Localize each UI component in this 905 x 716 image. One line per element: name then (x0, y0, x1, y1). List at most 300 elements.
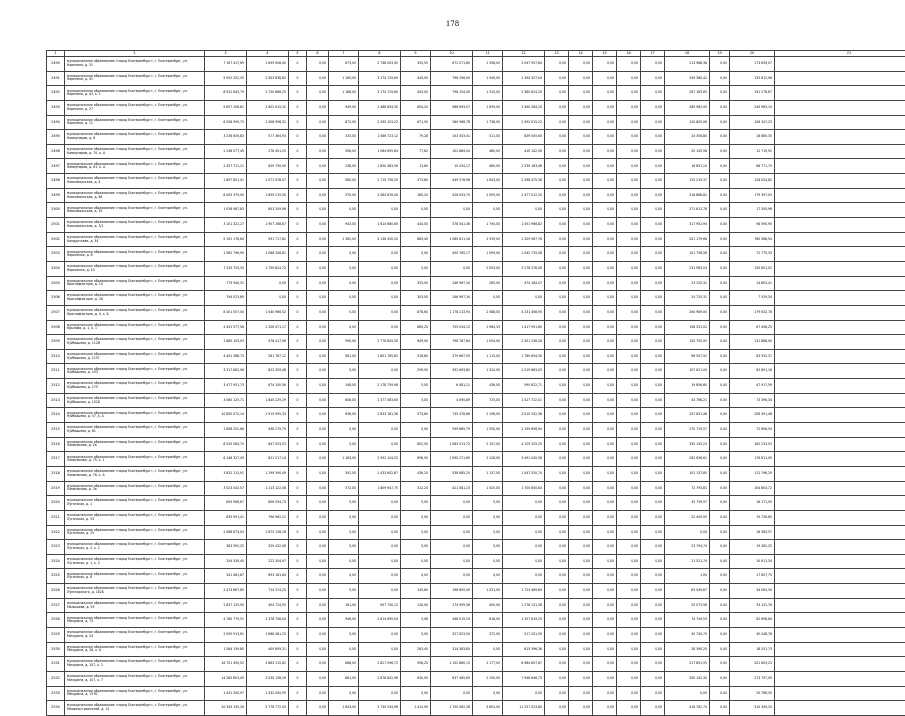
table-row (47, 408, 905, 423)
value-cell: 0,00 (401, 569, 431, 584)
value-cell: 438 279,70 (247, 423, 289, 438)
value-cell: 278 451,25 (247, 144, 289, 159)
address-cell: муниципальное образование «город Екатеринбург», г. Екатеринбург, ул. Луганская, д. 1, к. 2 (65, 554, 205, 569)
value-cell: 474 184,47 (503, 276, 545, 291)
value-cell: 40 745,75 (665, 627, 710, 642)
value-cell: 1 643,00 (473, 174, 503, 189)
value-cell: 7 948 846,73 (503, 671, 545, 686)
value-cell: 4 090,89 (431, 393, 473, 408)
value-cell: 335 143,23 (665, 437, 710, 452)
value-cell: 2 394 327,04 (503, 71, 545, 86)
value-cell: 0,00 (593, 554, 617, 569)
value-cell: 0,00 (545, 496, 569, 511)
value-cell: 0,00 (641, 100, 665, 115)
value-cell: 101 756,58 (665, 247, 710, 262)
value-cell: 0,00 (569, 86, 593, 101)
value-cell: 329 432,06 (247, 540, 289, 555)
value-cell: 861,00 (329, 671, 359, 686)
empty-cell (775, 466, 905, 481)
row-number: 2524 (47, 554, 65, 569)
column-number: 10 (431, 51, 473, 57)
row-number: 2514 (47, 408, 65, 423)
column-number: 20 (730, 51, 775, 57)
value-cell: 0,00 (641, 232, 665, 247)
column-number: 18 (665, 51, 710, 57)
value-cell: 0,00 (641, 335, 665, 350)
value-cell: 1 378 708,04 (247, 613, 289, 628)
value-cell: 878,60 (401, 305, 431, 320)
value-cell: 98 507,92 (665, 349, 710, 364)
value-cell: 1 412,90 (401, 701, 431, 716)
address-cell: муниципальное образование «город Екатеринбург», г. Екатеринбург, ул. Куйбышева, д. 112В (65, 335, 205, 350)
value-cell: 77,62 (401, 144, 431, 159)
value-cell: 0 (289, 525, 307, 540)
value-cell: 263,40 (401, 642, 431, 657)
column-number: 21 (775, 51, 905, 57)
value-cell: 174 959,36 (431, 598, 473, 613)
value-cell: 0,00 (710, 232, 730, 247)
value-cell: 0,00 (569, 188, 593, 203)
value-cell: 0,00 (710, 276, 730, 291)
value-cell: 0,00 (359, 569, 401, 584)
value-cell: 0,00 (641, 305, 665, 320)
value-cell: 280 968,78 (431, 115, 473, 130)
value-cell: 0,00 (593, 393, 617, 408)
value-cell: 0,00 (569, 203, 593, 218)
value-cell: 1 510,00 (473, 86, 503, 101)
value-cell: 246 967,34 (431, 276, 473, 291)
value-cell: 0,00 (401, 496, 431, 511)
value-cell: 0 (289, 627, 307, 642)
value-cell: 0,00 (641, 510, 665, 525)
row-number: 2493 (47, 100, 65, 115)
value-cell: 0,00 (545, 598, 569, 613)
value-cell: 604,20 (401, 100, 431, 115)
value-cell: 0,00 (710, 364, 730, 379)
table-row (47, 305, 905, 320)
value-cell: 0,00 (329, 540, 359, 555)
value-cell: 0,00 (359, 305, 401, 320)
value-cell: 0 (289, 466, 307, 481)
value-cell: 17 857,75 (730, 569, 775, 584)
column-number: 11 (473, 51, 503, 57)
value-cell: 0,00 (545, 305, 569, 320)
value-cell: 0,00 (710, 613, 730, 628)
value-cell: 0,00 (569, 686, 593, 701)
value-cell: 0,00 (545, 115, 569, 130)
value-cell: 1 540,00 (473, 71, 503, 86)
value-cell: 1 668 481,25 (247, 627, 289, 642)
value-cell: 0,00 (307, 291, 329, 306)
address-cell: муниципальное образование «город Екатеринбург», г. Екатеринбург, ул. Ломоносова, д. 78, к. А (65, 466, 205, 481)
register-table (46, 50, 905, 716)
value-cell: 0,00 (641, 627, 665, 642)
value-cell: 1 964,33 (473, 320, 503, 335)
empty-cell (775, 657, 905, 672)
value-cell: 0,00 (593, 525, 617, 540)
value-cell: 803 209,96 (247, 203, 289, 218)
value-cell: 0,00 (710, 71, 730, 86)
value-cell: 1 042 735,58 (503, 247, 545, 262)
value-cell: 1 040 966,52 (247, 305, 289, 320)
value-cell: 0,00 (569, 115, 593, 130)
value-cell: 0,00 (641, 261, 665, 276)
value-cell: 0,00 (569, 613, 593, 628)
value-cell: 591 717,82 (247, 232, 289, 247)
value-cell: 0,00 (329, 569, 359, 584)
value-cell: 0,00 (545, 584, 569, 599)
value-cell: 0,00 (569, 510, 593, 525)
value-cell: 0 (289, 481, 307, 496)
value-cell: 317 952,94 (665, 218, 710, 233)
value-cell: 0,00 (641, 379, 665, 394)
empty-cell (775, 115, 905, 130)
value-cell: 636,00 (329, 408, 359, 423)
value-cell: 2 827 096,72 (359, 657, 401, 672)
value-cell: 128 024,82 (730, 174, 775, 189)
value-cell: 0,00 (593, 320, 617, 335)
value-cell: 0,00 (617, 627, 641, 642)
value-cell: 0,00 (617, 261, 641, 276)
column-number: 15 (593, 51, 617, 57)
value-cell: 0,00 (569, 320, 593, 335)
value-cell: 0 (289, 115, 307, 130)
value-cell: 0,00 (710, 510, 730, 525)
address-cell: муниципальное образование «город Екатеринбург», г. Екатеринбург, ул. Луганская, д. 2, к. 1 (65, 540, 205, 555)
value-cell: 148,00 (329, 379, 359, 394)
value-cell: 0,00 (710, 130, 730, 145)
value-cell: 0,00 (593, 130, 617, 145)
value-cell: 303,00 (401, 291, 431, 306)
value-cell: 449 578,96 (431, 174, 473, 189)
address-cell: муниципальное образование «город Екатеринбург», г. Екатеринбург, ул. Луганская, д. 53 (65, 510, 205, 525)
value-cell: 0,00 (431, 554, 473, 569)
value-cell: 0,00 (545, 379, 569, 394)
value-cell: 0,00 (545, 232, 569, 247)
value-cell: 0,00 (710, 100, 730, 115)
column-number: 12 (503, 51, 545, 57)
value-cell: 0,00 (545, 452, 569, 467)
value-cell: 839 005,60 (503, 130, 545, 145)
value-cell: 0,00 (359, 203, 401, 218)
row-number: 2515 (47, 423, 65, 438)
column-number: 1 (47, 51, 65, 57)
value-cell: 2 377 563,60 (359, 393, 401, 408)
value-cell: 267 183,65 (665, 86, 710, 101)
value-cell: 0,00 (617, 671, 641, 686)
value-cell: 0,00 (569, 100, 593, 115)
value-cell: 0,00 (545, 291, 569, 306)
address-cell: муниципальное образование «город Екатеринбург», г. Екатеринбург, ул. Машиностроителей, д. 12 (65, 701, 205, 716)
value-cell: 846,00 (329, 393, 359, 408)
column-number: 7 (329, 51, 359, 57)
value-cell: 0,00 (307, 466, 329, 481)
address-cell: муниципальное образование «город Екатеринбург», г. Екатеринбург, ул. Луначарского, д. 182Б (65, 584, 205, 599)
table-row (47, 130, 905, 145)
value-cell: 0,00 (307, 671, 329, 686)
value-cell: 312,20 (401, 481, 431, 496)
row-number: 2534 (47, 701, 65, 716)
value-cell: 0,00 (641, 569, 665, 584)
value-cell: 5 778 772,43 (247, 701, 289, 716)
value-cell: 0,00 (431, 525, 473, 540)
value-cell: 0,00 (710, 261, 730, 276)
value-cell: 0,00 (617, 393, 641, 408)
address-cell: муниципальное образование «город Екатеринбург», г. Екатеринбург, ул. Куйбышева, д. 61 (65, 423, 205, 438)
value-cell: 0,00 (503, 686, 545, 701)
value-cell: 1 068 206,61 (247, 247, 289, 262)
value-cell: 341 481,87 (205, 569, 247, 584)
value-cell: 873,00 (329, 57, 359, 72)
row-number: 2502 (47, 232, 65, 247)
value-cell: 0,00 (593, 481, 617, 496)
value-cell: 1 907 268,87 (247, 218, 289, 233)
value-cell: 823 359,48 (247, 364, 289, 379)
value-cell: 0,00 (359, 554, 401, 569)
value-cell: 835 091,41 (205, 510, 247, 525)
value-cell: 0,00 (545, 335, 569, 350)
empty-cell (775, 232, 905, 247)
value-cell: 0,00 (641, 203, 665, 218)
value-cell: 0,00 (545, 671, 569, 686)
value-cell: 2 474 867,85 (205, 584, 247, 599)
value-cell: 1 358,00 (473, 57, 503, 72)
value-cell: 0 (289, 86, 307, 101)
value-cell: 796 296,00 (431, 71, 473, 86)
value-cell: 0,00 (593, 364, 617, 379)
value-cell: 0,00 (641, 71, 665, 86)
value-cell: 0,00 (307, 525, 329, 540)
address-cell: муниципальное образование «город Екатеринбург», г. Екатеринбург, ул. Краснофлотцев, д. 28 (65, 291, 205, 306)
value-cell: 0,00 (641, 174, 665, 189)
value-cell: 0,00 (329, 686, 359, 701)
value-cell: 0,00 (710, 671, 730, 686)
empty-cell (775, 218, 905, 233)
value-cell: 0,00 (617, 130, 641, 145)
column-number: 8 (359, 51, 401, 57)
value-cell: 981,00 (329, 349, 359, 364)
value-cell: 0,00 (593, 276, 617, 291)
value-cell: 173 639,07 (730, 57, 775, 72)
value-cell: 0,00 (617, 379, 641, 394)
value-cell: 0,00 (641, 481, 665, 496)
value-cell: 16 701 490,52 (205, 657, 247, 672)
empty-cell (775, 71, 905, 86)
value-cell: 0,00 (401, 525, 431, 540)
value-cell: 0,00 (569, 525, 593, 540)
value-cell: 0,00 (545, 613, 569, 628)
value-cell: 0,00 (307, 57, 329, 72)
value-cell: 0,00 (569, 584, 593, 599)
value-cell: 82 698,84 (730, 613, 775, 628)
address-cell: муниципальное образование «город Екатеринбург», г. Екатеринбург, ул. Куйбышева, д. 103 (65, 364, 205, 379)
value-cell: 0,00 (593, 349, 617, 364)
value-cell: 6 984 807,87 (503, 657, 545, 672)
value-cell: 0,00 (307, 86, 329, 101)
value-cell: 0,00 (593, 613, 617, 628)
value-cell: 775 940,31 (205, 276, 247, 291)
table-row (47, 379, 905, 394)
table-row (47, 335, 905, 350)
address-cell: муниципальное образование «город Екатеринбург», г. Екатеринбург, ул. Корепина, д. 41 (65, 71, 205, 86)
value-cell: 0,00 (545, 247, 569, 262)
value-cell: 0,00 (569, 276, 593, 291)
value-cell: 0,00 (593, 452, 617, 467)
value-cell: 0,00 (617, 349, 641, 364)
value-cell: 511,00 (473, 130, 503, 145)
value-cell: 0,00 (593, 115, 617, 130)
value-cell: 0 (289, 364, 307, 379)
value-cell: 0,00 (617, 218, 641, 233)
value-cell: 2 177,00 (473, 657, 503, 672)
value-cell: 318 868,62 (665, 188, 710, 203)
value-cell: 0,00 (641, 671, 665, 686)
value-cell: 3 060 125,71 (205, 393, 247, 408)
address-cell: муниципальное образование «город Екатеринбург», г. Екатеринбург, ул. Коммунаров, д. 8 (65, 130, 205, 145)
value-cell: 517 201,39 (503, 627, 545, 642)
value-cell: 0,00 (593, 100, 617, 115)
table-row (47, 218, 905, 233)
value-cell: 0,00 (617, 642, 641, 657)
value-cell: 943,00 (329, 218, 359, 233)
value-cell: 0,00 (593, 496, 617, 511)
value-cell: 0,00 (569, 627, 593, 642)
value-cell: 0,00 (617, 305, 641, 320)
row-number: 2512 (47, 379, 65, 394)
value-cell: 0,00 (545, 174, 569, 189)
address-cell: муниципальное образование «город Екатеринбург», г. Екатеринбург, ул. Короленко, д. 10 (65, 261, 205, 276)
value-cell: 526 053,70 (431, 188, 473, 203)
value-cell: 618,00 (473, 613, 503, 628)
value-cell: 0,00 (710, 452, 730, 467)
value-cell: 19 382,25 (730, 540, 775, 555)
value-cell: 0,00 (569, 701, 593, 716)
value-cell: 72 793,81 (665, 481, 710, 496)
value-cell: 0,00 (641, 701, 665, 716)
value-cell: 0 (289, 276, 307, 291)
value-cell: 1 213 122,08 (247, 481, 289, 496)
value-cell: 68 771,75 (730, 159, 775, 174)
value-cell: 16 171,59 (730, 496, 775, 511)
value-cell: 12 719,92 (730, 144, 775, 159)
value-cell: 0,00 (359, 584, 401, 599)
value-cell: 17 305,96 (730, 203, 775, 218)
value-cell: 3 236 635,83 (205, 130, 247, 145)
value-cell: 0,00 (307, 159, 329, 174)
value-cell: 0,00 (617, 569, 641, 584)
value-cell: 0,00 (329, 291, 359, 306)
value-cell: 0 (289, 349, 307, 364)
empty-cell (775, 613, 905, 628)
value-cell: 0,00 (569, 71, 593, 86)
value-cell: 0,00 (710, 437, 730, 452)
row-number: 2513 (47, 393, 65, 408)
value-cell: 760 568,54 (730, 232, 775, 247)
value-cell: 2 633 161,36 (359, 408, 401, 423)
value-cell: 0,00 (593, 701, 617, 716)
value-cell: 0,00 (329, 510, 359, 525)
value-cell: 958,20 (401, 657, 431, 672)
row-number: 2532 (47, 671, 65, 686)
column-number: 5 (289, 51, 307, 57)
value-cell: 0,00 (545, 642, 569, 657)
value-cell: 1 659 008,40 (247, 57, 289, 72)
row-number: 2499 (47, 188, 65, 203)
table-row (47, 71, 905, 86)
value-cell: 4 491 388,73 (205, 349, 247, 364)
row-number: 2492 (47, 86, 65, 101)
value-cell: 436,20 (401, 466, 431, 481)
value-cell: 0,00 (593, 144, 617, 159)
value-cell: 0,00 (641, 423, 665, 438)
value-cell: 72 606,54 (730, 423, 775, 438)
value-cell: 24 720,31 (665, 291, 710, 306)
value-cell: 577 364,93 (247, 130, 289, 145)
value-cell: 0,00 (641, 115, 665, 130)
address-cell: муниципальное образование «город Екатеринбург», г. Екатеринбург, ул. Корепина, д. 27 (65, 100, 205, 115)
value-cell: 0,00 (710, 554, 730, 569)
value-cell: 0,00 (359, 627, 401, 642)
value-cell: 0 (289, 671, 307, 686)
address-cell: муниципальное образование «город Екатеринбург», г. Екатеринбург, ул. Комсомольская, д. 3/1 (65, 218, 205, 233)
value-cell: 0,00 (545, 159, 569, 174)
value-cell: 162 233,53 (730, 437, 775, 452)
value-cell: 0,00 (710, 569, 730, 584)
value-cell: 671,50 (401, 115, 431, 130)
empty-cell (775, 291, 905, 306)
value-cell: 0,00 (329, 554, 359, 569)
value-cell: 0,00 (710, 144, 730, 159)
row-number: 2516 (47, 437, 65, 452)
value-cell: 847 553,53 (247, 437, 289, 452)
row-number: 2491 (47, 71, 65, 86)
value-cell: 0,00 (641, 320, 665, 335)
value-cell: 0,00 (307, 510, 329, 525)
value-cell: 0,00 (569, 349, 593, 364)
value-cell: 0,00 (359, 642, 401, 657)
value-cell: 0,00 (617, 686, 641, 701)
value-cell: 1 700 850,84 (503, 481, 545, 496)
empty-cell (775, 423, 905, 438)
value-cell: 0,00 (307, 701, 329, 716)
value-cell: 0,00 (593, 584, 617, 599)
value-cell: 271 612,78 (665, 203, 710, 218)
empty-cell (775, 496, 905, 511)
value-cell: 735 478,86 (431, 408, 473, 423)
value-cell: 33 131,76 (730, 598, 775, 613)
value-cell: 0,00 (329, 276, 359, 291)
value-cell: 0,00 (617, 115, 641, 130)
value-cell: 0,00 (473, 525, 503, 540)
value-cell: 0,00 (545, 100, 569, 115)
value-cell: 0,00 (307, 203, 329, 218)
table-row (47, 57, 905, 72)
value-cell: 3 101 322,27 (205, 218, 247, 233)
value-cell: 310 349,25 (730, 701, 775, 716)
address-cell: муниципальное образование «город Екатеринбург», г. Екатеринбург, ул. Комсомольская, д. 10 (65, 203, 205, 218)
value-cell: 0,00 (545, 261, 569, 276)
value-cell: 0 (289, 57, 307, 72)
value-cell: 0 (289, 159, 307, 174)
value-cell: 683,40 (401, 232, 431, 247)
value-cell: 2 501 236,26 (503, 335, 545, 350)
table-row (47, 598, 905, 613)
address-cell: муниципальное образование «город Екатеринбург», г. Екатеринбург, ул. Крылова, д. 1, к. 1 (65, 320, 205, 335)
value-cell: 201 179,66 (665, 232, 710, 247)
value-cell: 3 278 276,40 (503, 261, 545, 276)
value-cell: 1 880 103,03 (205, 335, 247, 350)
value-cell: 145,60 (401, 584, 431, 599)
